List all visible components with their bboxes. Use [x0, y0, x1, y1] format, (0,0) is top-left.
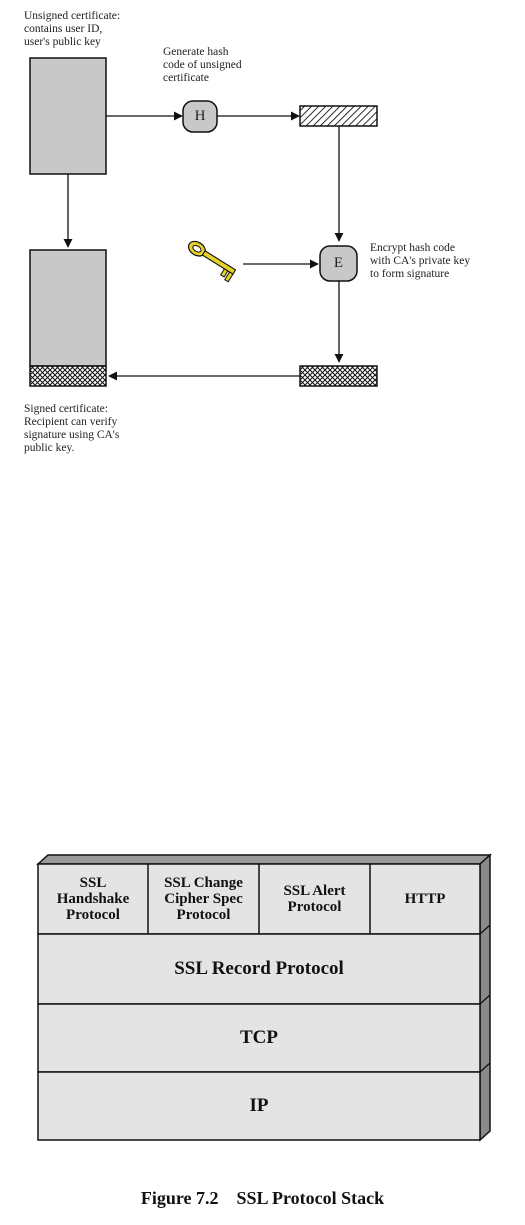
handshake-line-2: Handshake: [56, 891, 130, 907]
alert-line-1: SSL Alert: [283, 883, 346, 899]
change-cipher-line-2: Cipher Spec: [164, 891, 243, 907]
change-cipher-line-3: Protocol: [176, 907, 231, 923]
hash-label-line-2: code of unsigned: [163, 59, 242, 71]
signed-certificate-label: [24, 403, 119, 455]
unsigned-label-line-3: user's public key: [24, 36, 101, 48]
signed-label-line-2: Recipient can verify: [24, 416, 118, 428]
figure-caption: Figure 7.2 SSL Protocol Stack: [140, 1188, 385, 1208]
stack-top-face: [38, 855, 490, 864]
encrypt-step-label: [370, 242, 470, 281]
alert-line-2: Protocol: [287, 899, 342, 915]
signed-certificate-block: [30, 250, 106, 366]
hash-code-block: [300, 106, 377, 126]
hash-step-label: [163, 46, 242, 85]
hash-node-label: H: [194, 108, 206, 124]
signed-label-line-3: signature using CA's: [24, 429, 120, 441]
cell-http: [370, 864, 480, 934]
encrypt-label-line-1: Encrypt hash code: [370, 242, 455, 254]
cell-ssl-change-cipher-spec: [148, 864, 259, 934]
encrypt-label-line-3: to form signature: [370, 268, 450, 280]
handshake-line-1: SSL: [79, 875, 107, 891]
unsigned-label-line-1: Unsigned certificate:: [24, 10, 121, 22]
signed-certificate-signature: [30, 366, 106, 386]
layer-tcp: TCP: [240, 1027, 278, 1048]
signed-label-line-1: Signed certificate:: [24, 403, 108, 415]
encrypt-label-line-2: with CA's private key: [370, 255, 471, 267]
change-cipher-line-1: SSL Change: [164, 875, 243, 891]
hash-label-line-3: certificate: [163, 72, 209, 84]
layer-ip: IP: [249, 1095, 269, 1116]
unsigned-certificate-label: [24, 10, 120, 49]
unsigned-label-line-2: contains user ID,: [24, 23, 103, 35]
signed-label-line-4: public key.: [24, 442, 75, 454]
stack-side-face: [480, 855, 490, 1140]
encrypt-node-label: E: [333, 255, 344, 271]
http-line-1: HTTP: [404, 891, 446, 907]
layer-ssl-record-protocol: SSL Record Protocol: [174, 958, 344, 979]
key-icon: [183, 238, 237, 281]
cell-ssl-handshake: [38, 864, 148, 934]
cell-ssl-alert: [259, 864, 370, 934]
handshake-line-3: Protocol: [66, 907, 120, 923]
hash-label-line-1: Generate hash: [163, 46, 229, 58]
signature-block: [300, 366, 377, 386]
unsigned-certificate-block: [30, 58, 106, 174]
